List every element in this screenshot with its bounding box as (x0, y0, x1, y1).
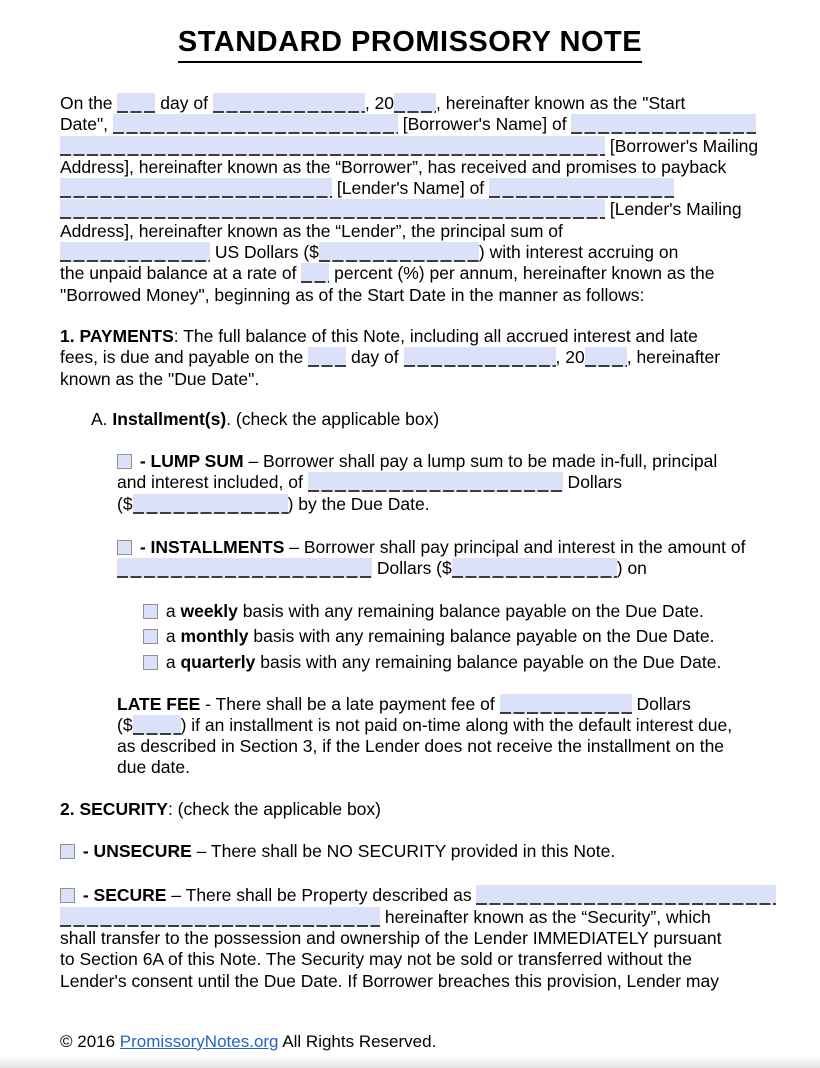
line (60, 263, 760, 284)
line (60, 907, 760, 928)
text-run: [Lender's Mailing (605, 199, 742, 220)
text-run: ) with interest accruing on (478, 242, 679, 263)
text-run: and interest included, of (117, 472, 308, 493)
principal-sum-number-field[interactable] (319, 242, 479, 262)
text-run: A. (91, 408, 113, 429)
text-run: [Borrower's Name] of (397, 114, 572, 135)
late-fee-words-field[interactable] (500, 694, 632, 714)
late-fee-number-field[interactable] (133, 715, 181, 735)
line (60, 347, 760, 368)
line (117, 736, 760, 757)
text-run: Dollars (562, 472, 623, 493)
text-run: : The full balance of this Note, including all accrued interest and late (173, 325, 698, 346)
line (60, 928, 760, 949)
line (91, 409, 760, 430)
line (60, 285, 760, 306)
text-run: [Borrower's Mailing (605, 135, 759, 156)
security-section (60, 799, 760, 820)
line (117, 558, 760, 579)
text-run: – There shall be Property described as (166, 885, 477, 906)
interest-rate-field[interactable] (301, 263, 329, 283)
text-run: basis with any remaining balance payable on the Due Date. (248, 626, 715, 647)
monthly-checkbox[interactable] (143, 629, 158, 644)
line (117, 757, 760, 778)
lump-sum-number-field[interactable] (133, 494, 288, 514)
lender-address-field-1[interactable] (489, 178, 674, 198)
line (60, 971, 760, 992)
text-run: ) if an installment is not paid on-time along with the default interest due, (180, 714, 733, 735)
text-run: Lender's consent until the Due Date. If Borrower breaches this provision, Lender may (60, 970, 719, 991)
text-run: to Section 6A of this Note. The Security may not be sold or transferred without the (60, 949, 692, 970)
principal-sum-words-field[interactable] (60, 242, 210, 262)
text-run: Dollars ($ (372, 558, 452, 579)
line (60, 369, 760, 390)
secure-checkbox[interactable] (60, 888, 75, 903)
due-day-field[interactable] (308, 347, 346, 367)
text-run: : (check the applicable box) (167, 798, 381, 819)
borrower-name-field[interactable] (113, 114, 398, 134)
line (117, 494, 760, 515)
text-run: day of (346, 347, 404, 368)
text-run: "Borrowed Money", beginning as of the Start Date in the manner as follows: (60, 284, 645, 305)
text-run: , 20 (555, 347, 585, 368)
line (60, 199, 760, 220)
due-year-field[interactable] (585, 347, 627, 367)
borrower-address-field-2[interactable] (60, 136, 605, 156)
line (143, 601, 760, 622)
text-run: ($ (117, 493, 133, 514)
text-run: , 20 (364, 93, 395, 113)
text-run: 1. PAYMENTS (60, 325, 174, 346)
text-run: the unpaid balance at a rate of (60, 263, 302, 284)
page-edge-shadow (0, 1056, 820, 1068)
installment-words-field[interactable] (117, 558, 372, 578)
text-run: Dollars (631, 693, 691, 714)
text-run: a (161, 600, 181, 621)
line (60, 326, 760, 347)
borrower-address-field-1[interactable] (571, 114, 756, 134)
text-run: LATE FEE (117, 693, 201, 714)
line (117, 537, 760, 558)
text-run: 2. SECURITY (60, 798, 168, 819)
footer (60, 1032, 760, 1052)
line (60, 93, 760, 114)
text-run: fees, is due and payable on the (60, 347, 309, 368)
text-run: shall transfer to the possession and ownership of the Lender IMMEDIATELY pursuant (60, 927, 722, 948)
text-run: - UNSECURE (78, 841, 192, 862)
intro-paragraph (60, 93, 760, 306)
security-description-field-1[interactable] (476, 885, 776, 905)
text-run: - SECURE (78, 885, 167, 906)
text-run: monthly (180, 626, 249, 647)
line (60, 949, 760, 970)
text-run: - There shall be a late payment fee of (200, 693, 500, 714)
text-run: – Borrower shall pay principal and interest in the amount of (284, 537, 746, 558)
text-run: , hereinafter (626, 347, 721, 368)
line (117, 715, 760, 736)
line (60, 178, 760, 199)
start-year-field[interactable] (394, 93, 436, 113)
text-run: Installment(s) (112, 408, 227, 429)
title-wrap (60, 26, 760, 63)
lump-sum-words-field[interactable] (308, 472, 563, 492)
text-run: quarterly (180, 652, 256, 673)
page-title: STANDARD PROMISSORY NOTE (178, 26, 642, 63)
installments-option (60, 537, 760, 580)
installments-checkbox[interactable] (117, 540, 132, 555)
installment-number-field[interactable] (452, 558, 617, 578)
text-run: percent (%) per annum, hereinafter known as the (329, 263, 715, 284)
line (117, 451, 760, 472)
line (60, 242, 760, 263)
line (117, 694, 760, 715)
copyright-text: © 2016 (60, 1031, 120, 1051)
text-run: Address], hereinafter known as the “Lender”, the principal sum of (60, 220, 563, 241)
installments-label (60, 409, 760, 430)
line (60, 221, 760, 242)
line (117, 472, 760, 493)
text-run: On the (60, 93, 118, 113)
text-run: hereinafter known as the “Security”, which (380, 906, 711, 927)
promissorynotes-link[interactable]: PromissoryNotes.org (119, 1031, 279, 1051)
document-body (60, 93, 760, 992)
text-run: – There shall be NO SECURITY provided in this Note. (191, 841, 616, 862)
frequency-options (60, 601, 760, 674)
text-run: basis with any remaining balance payable on the Due Date. (237, 600, 704, 621)
line (60, 114, 760, 135)
start-month-field[interactable] (213, 93, 365, 113)
line (60, 157, 760, 178)
lender-address-field-2[interactable] (60, 199, 605, 219)
text-run: , hereinafter known as the "Start (436, 93, 686, 113)
text-run: due date. (117, 757, 190, 778)
weekly-checkbox[interactable] (143, 604, 158, 619)
due-month-field[interactable] (404, 347, 556, 367)
text-run: day of (155, 93, 213, 113)
lump-sum-option (60, 451, 760, 515)
text-run: a (161, 626, 181, 647)
text-run: a (161, 652, 181, 673)
line (60, 841, 760, 862)
text-run: as described in Section 3, if the Lender does not receive the installment on the (117, 736, 725, 757)
unsecure-checkbox[interactable] (60, 844, 75, 859)
line (60, 799, 760, 820)
line (60, 136, 760, 157)
text-run: Date", (60, 114, 113, 135)
text-run: ) by the Due Date. (287, 493, 430, 514)
quarterly-checkbox[interactable] (143, 655, 158, 670)
text-run: ($ (117, 714, 133, 735)
text-run: [Lender's Name] of (332, 178, 490, 199)
line (143, 652, 760, 673)
late-fee-clause (60, 694, 760, 779)
text-run: basis with any remaining balance payable on the Due Date. (255, 652, 722, 673)
line (60, 885, 760, 906)
text-run: - LUMP SUM (135, 451, 244, 472)
text-run: known as the "Due Date". (60, 368, 260, 389)
payments-section (60, 326, 760, 390)
line (143, 626, 760, 647)
secure-option (60, 885, 760, 991)
text-run: weekly (180, 600, 238, 621)
lump-sum-checkbox[interactable] (117, 454, 132, 469)
text-run: – Borrower shall pay a lump sum to be made in-full, principal (243, 451, 718, 472)
text-run: - INSTALLMENTS (135, 537, 285, 558)
text-run: . (check the applicable box) (226, 408, 440, 429)
security-description-field-2[interactable] (60, 907, 380, 927)
text-run: ) on (616, 558, 647, 579)
rights-reserved-text: All Rights Reserved. (278, 1031, 437, 1051)
text-run: US Dollars ($ (210, 242, 319, 263)
text-run: Address], hereinafter known as the “Borrower”, has received and promises to payback (60, 156, 727, 177)
lender-name-field[interactable] (60, 178, 332, 198)
unsecure-option (60, 841, 760, 862)
start-day-field[interactable] (117, 93, 155, 113)
